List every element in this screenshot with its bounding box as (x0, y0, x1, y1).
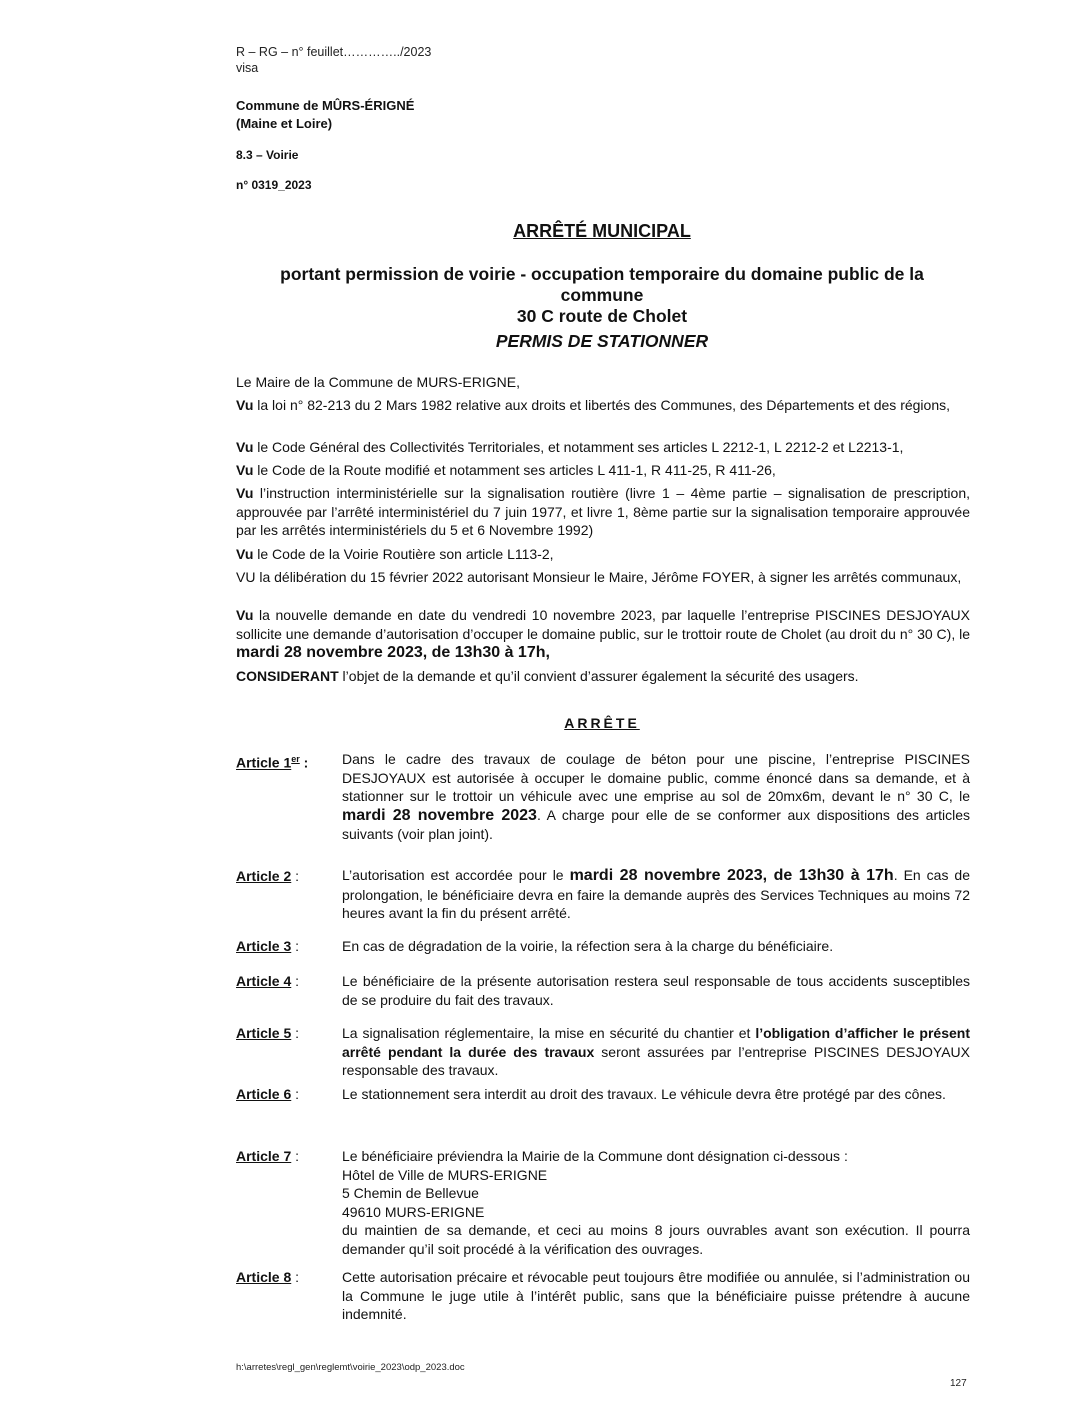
vu-word: Vu (236, 546, 254, 562)
visa-paragraph-4: Vu l’instruction interministérielle sur la signalisation routière (livre 1 – 4ème partie – signalisation de prescription, approuvée par l’arrêté interministériel du 7 juin 1977, et livre 1, 8ème partie sur la signalisation temporaire approuvée par les arrêtés interministériels du 5 et 6 Novembre 1992) (236, 485, 970, 538)
subtitle-address: 30 C route de Cholet (516, 306, 688, 326)
article-4-text: Le bénéficiaire de la présente autorisation restera seul responsable de tous accidents susceptibles de se produire du fait des travaux. (342, 973, 970, 1008)
vu-word: Vu (236, 397, 254, 413)
subtitle-permis: PERMIS DE STATIONNER (495, 331, 709, 351)
commune-dept: (Maine et Loire) (236, 116, 333, 131)
article-1-text: Dans le cadre des travaux de coulage de béton pour une piscine, l’entreprise PISCINES DESJOYAUX est autorisée à occuper le domaine public, comme énoncé dans sa demande, et à stationner sur le trottoir un véhicule avec une emprise au sol de 20mx6m, devant le n° 30 C, le mardi 28 novembre 2023. A charge pour elle de se conformer aux dispositions des articles suivants (voir plan joint). (342, 751, 971, 842)
article-6-label: Article 6 : (236, 1086, 300, 1102)
mairie-address-name: Hôtel de Ville de MURS-ERIGNE (342, 1166, 548, 1183)
visa-paragraph-6: VU la délibération du 15 février 2022 autorisant Monsieur le Maire, Jérôme FOYER, à signer les arrêtés communaux, (236, 569, 962, 585)
vu-word: Vu (236, 607, 254, 623)
subtitle-line-2: commune (560, 285, 644, 305)
visa-paragraph-2: Vu le Code Général des Collectivités Territoriales, et notamment ses articles L 2212-1, L 2212-2 et L2213-1, (236, 439, 904, 455)
category-label: 8.3 – Voirie (236, 148, 299, 162)
vu-upper-word: VU (236, 569, 256, 585)
file-path-footer: h:\arretes\regl_gen\reglemt\voirie_2023\odp_2023.doc (236, 1362, 465, 1373)
date-emphasis: mardi 28 novembre 2023, de 13h30 à 17h, (236, 644, 550, 661)
visa-paragraph-1: Vu la loi n° 82-213 du 2 Mars 1982 relative aux droits et libertés des Communes, des Départements et des régions, (236, 397, 951, 413)
article-8-text: Cette autorisation précaire et révocable peut toujours être modifiée ou annulée, si l’administration ou la Commune le juge utile à l’intérêt public, sans que la bénéficiaire puisse prétendre à aucune indemnité. (342, 1269, 970, 1322)
visa-paragraph-3: Vu le Code de la Route modifié et notamment ses articles L 411-1, R 411-25, R 411-26, (236, 462, 776, 478)
preamble-intro: Le Maire de la Commune de MURS-ERIGNE, (236, 374, 520, 390)
commune-name: Commune de MÛRS-ÉRIGNÉ (236, 98, 415, 113)
page-number: 127 (950, 1378, 967, 1389)
considerant-word: CONSIDERANT (236, 668, 339, 684)
article-5-text: La signalisation réglementaire, la mise en sécurité du chantier et l’obligation d’afficher le présent arrêté pendant la durée des travaux seront assurées par l’entreprise PISCINES DESJOYAUX responsable des travaux. (342, 1025, 970, 1078)
ref-feuillet: R – RG – n° feuillet…………../2023 (236, 45, 432, 59)
article-5-label: Article 5 : (236, 1025, 300, 1041)
arrete-number: n° 0319_2023 (236, 178, 312, 192)
article-7-text: Le bénéficiaire préviendra la Mairie de la Commune dont désignation ci-dessous : Hôtel de Ville de MURS-ERIGNE 5 Chemin de Bellevue 49610 MURS-ERIGNE du maintien de sa demande, et ceci au moins 8 jours ouvrables avant son exécution. Il pourra demander qu’il soit procédé à la vérification des ouvrages. (342, 1148, 970, 1257)
article-3-text: En cas de dégradation de la voirie, la réfection sera à la charge du bénéficiaire. (342, 938, 834, 954)
subtitle-line-1: portant permission de voirie - occupation temporaire du domaine public de la (280, 264, 924, 284)
visa-label: visa (236, 61, 259, 75)
considerant-paragraph: CONSIDERANT l’objet de la demande et qu’il convient d’assurer également la sécurité des usagers. (236, 668, 859, 684)
article-3-label: Article 3 : (236, 938, 300, 954)
article-2-label: Article 2 : (236, 868, 300, 884)
mairie-address-city: 49610 MURS-ERIGNE (342, 1203, 485, 1220)
article-4-label: Article 4 : (236, 973, 300, 989)
reference-line (236, 44, 431, 76)
article-6-text: Le stationnement sera interdit au droit des travaux. Le véhicule devra être protégé par des cônes. (342, 1086, 946, 1102)
vu-word: Vu (236, 439, 254, 455)
visa-paragraph-7: Vu la nouvelle demande en date du vendredi 10 novembre 2023, par laquelle l’entreprise PISCINES DESJOYAUX sollicite une demande d’autorisation d’occuper le domaine public, sur le trottoir route de Cholet (au droit du n° 30 C), le mardi 28 novembre 2023, de 13h30 à 17h, (236, 607, 971, 661)
commune-block (236, 97, 414, 133)
vu-word: Vu (236, 485, 254, 501)
arrete-heading: ARRÊTE (564, 715, 640, 731)
article-1-label: Article 1er : (236, 754, 309, 771)
article-7-label: Article 7 : (236, 1148, 300, 1164)
main-title: ARRÊTÉ MUNICIPAL (513, 221, 691, 241)
article-2-text: L’autorisation est accordée pour le mardi 28 novembre 2023, de 13h30 à 17h. En cas de prolongation, le bénéficiaire devra en faire la demande auprès des Services Techniques au moins 72 heures avant la fin du présent arrêté. (342, 867, 971, 921)
article-8-label: Article 8 : (236, 1269, 300, 1285)
vu-word: Vu (236, 462, 254, 478)
mairie-address-street: 5 Chemin de Bellevue (342, 1185, 479, 1201)
visa-paragraph-5: Vu le Code de la Voirie Routière son article L113-2, (236, 546, 554, 562)
